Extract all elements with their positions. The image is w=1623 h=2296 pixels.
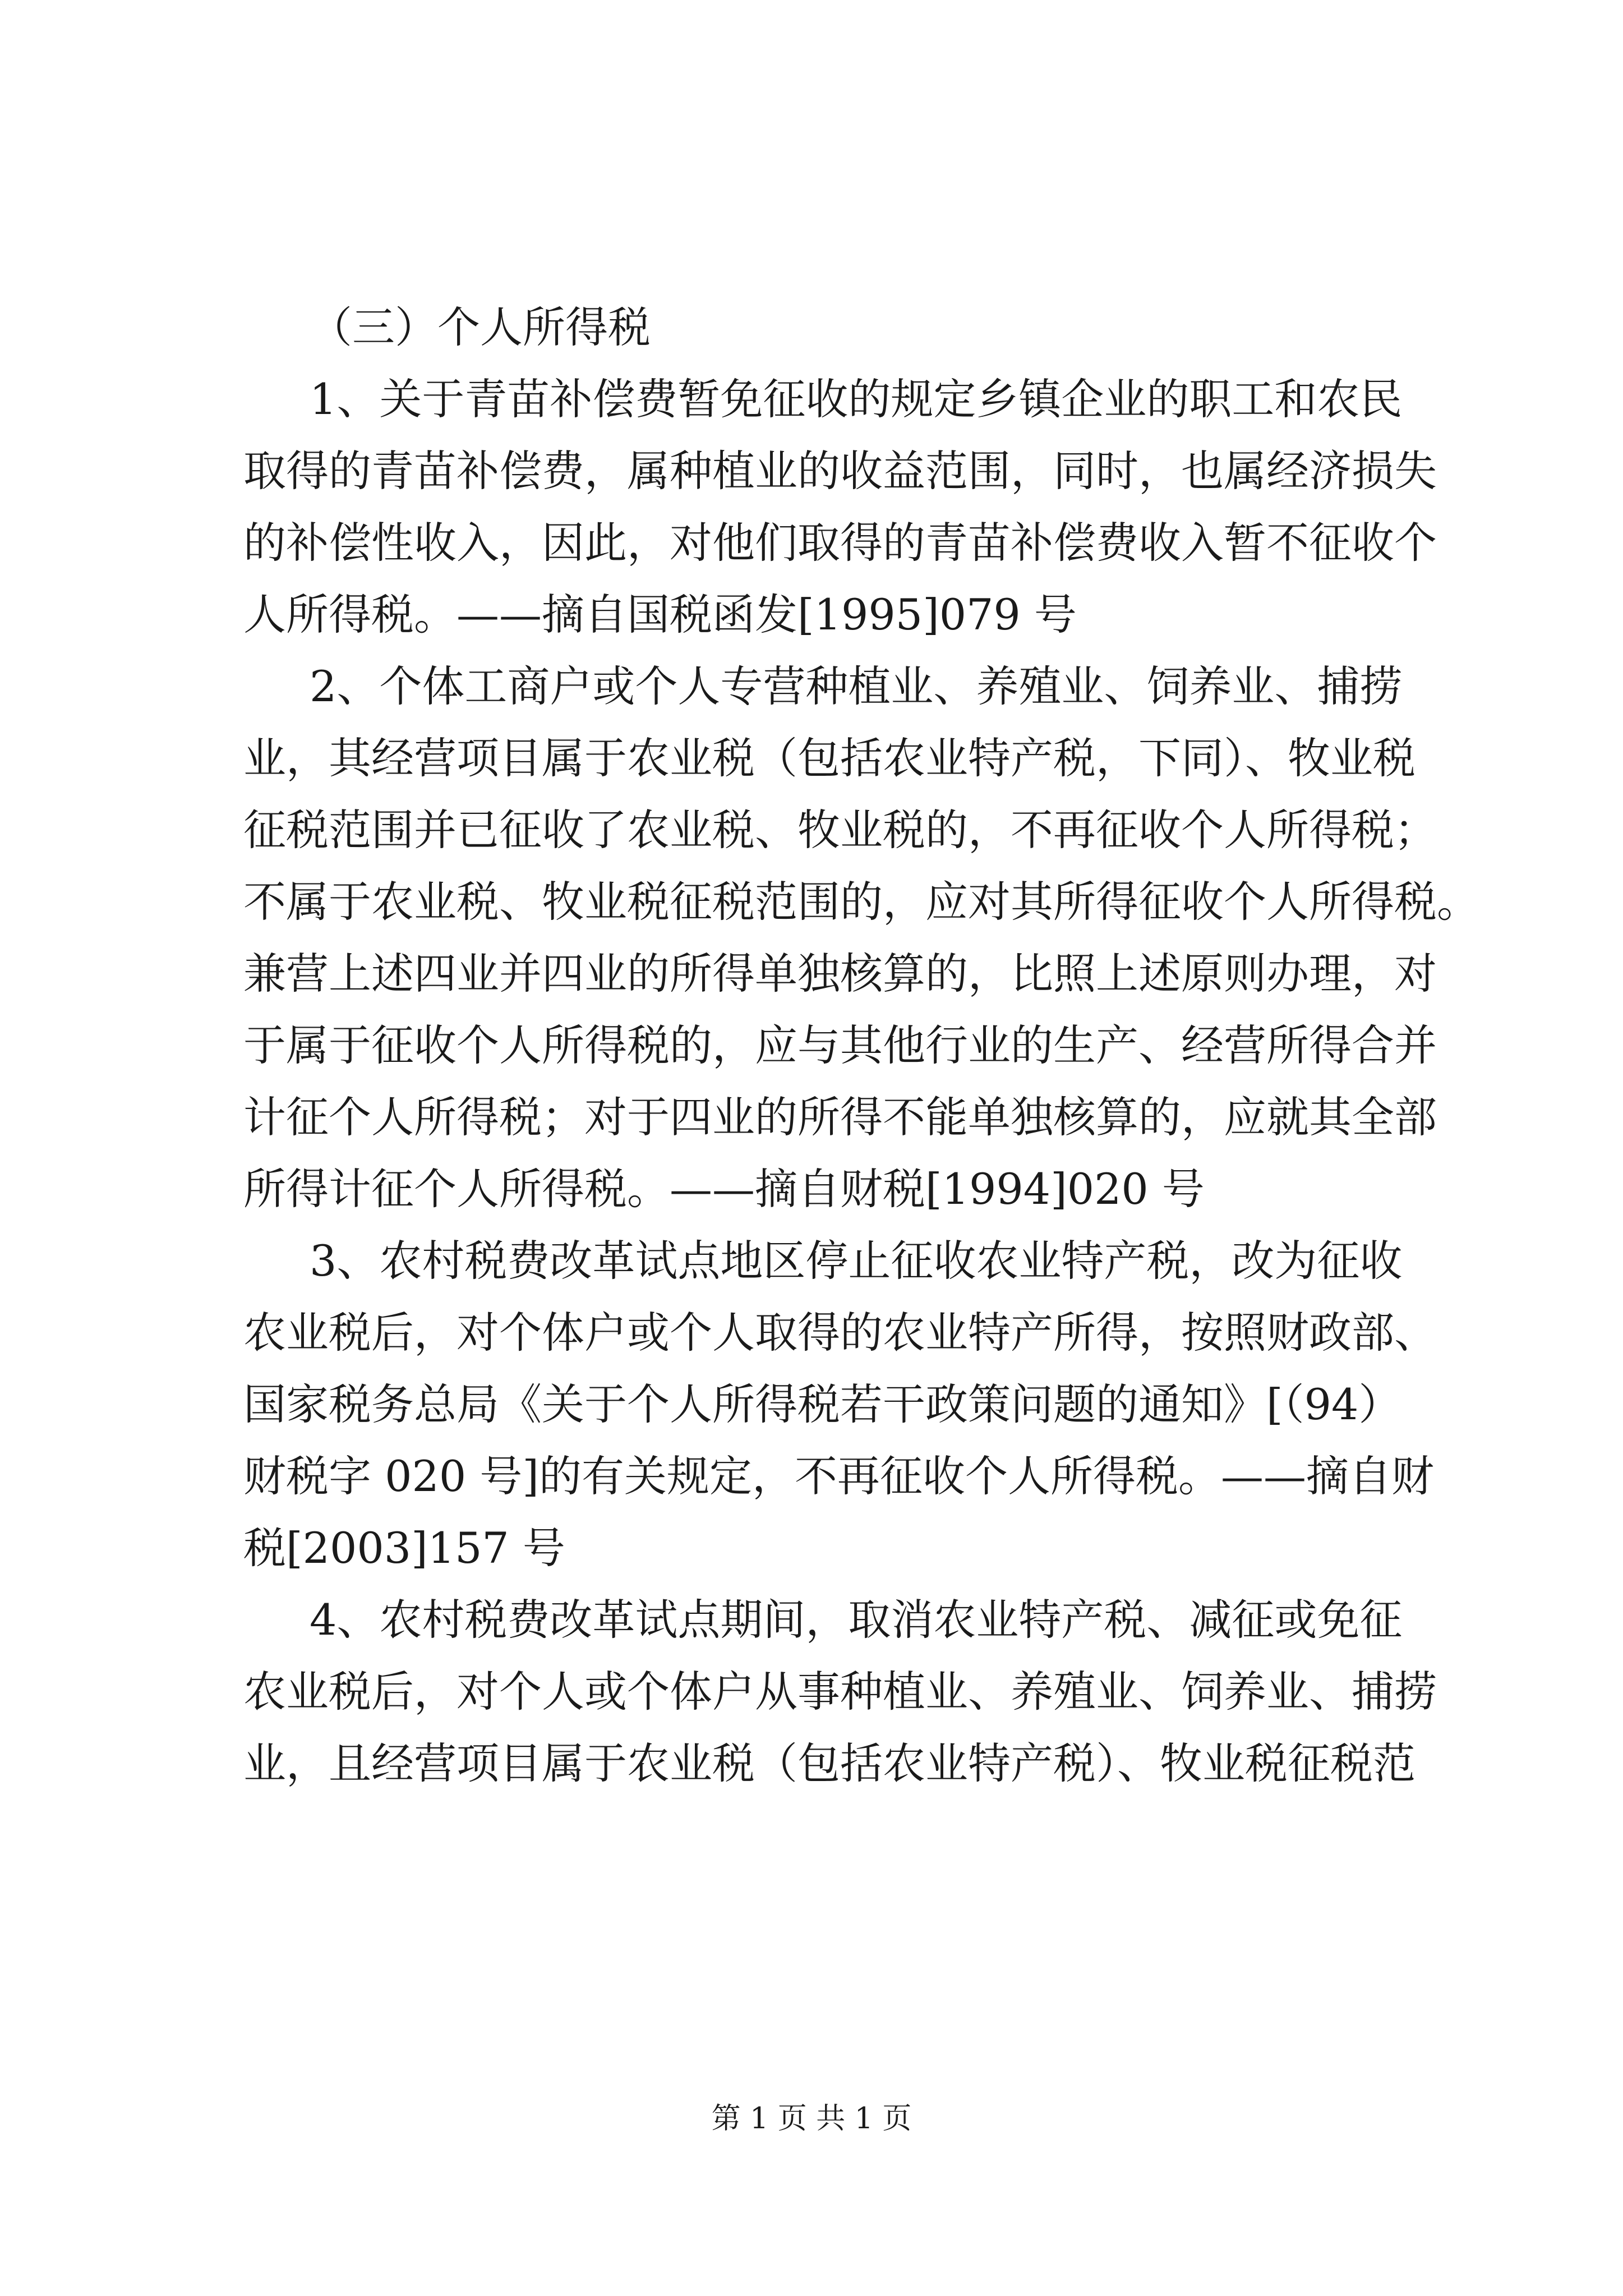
paragraph-line: 取得的青苗补偿费，属种植业的收益范围，同时，也属经济损失 — [243, 446, 1437, 496]
paragraph-line: 业，其经营项目属于农业税（包括农业特产税，下同）、牧业税 — [243, 733, 1415, 783]
paragraph-line: 人所得税。——摘自国税函发[1995]079 号 — [243, 590, 1077, 639]
paragraph-line: 财税字 020 号]的有关规定，不再征收个人所得税。——摘自财 — [243, 1451, 1435, 1501]
paragraph-2 — [243, 651, 1479, 1225]
paragraph-line: 农业税后，对个人或个体户从事种植业、养殖业、饲养业、捕捞 — [243, 1667, 1437, 1717]
paragraph-line: 税[2003]157 号 — [243, 1523, 565, 1573]
paragraph-1 — [243, 364, 1437, 651]
paragraph-line: 兼营上述四业并四业的所得单独核算的，比照上述原则办理，对 — [243, 949, 1437, 999]
document-body — [243, 292, 1479, 1800]
paragraph-line: 计征个人所得税；对于四业的所得不能单独核算的，应就其全部 — [243, 1092, 1437, 1142]
paragraph-3 — [243, 1225, 1437, 1584]
paragraph-4 — [243, 1584, 1437, 1800]
paragraph-line: 所得计征个人所得税。——摘自财税[1994]020 号 — [243, 1164, 1205, 1214]
paragraph-line: 2、个体工商户或个人专营种植业、养殖业、饲养业、捕捞 — [310, 661, 1403, 711]
paragraph-line: 不属于农业税、牧业税征税范围的，应对其所得征收个人所得税。 — [243, 877, 1479, 927]
paragraph-line: 1、关于青苗补偿费暂免征收的规定乡镇企业的职工和农民 — [310, 374, 1403, 424]
paragraph-line: 农业税后，对个体户或个人取得的农业特产所得，按照财政部、 — [243, 1308, 1437, 1358]
paragraph-line: 国家税务总局《关于个人所得税若干政策问题的通知》[（94） — [243, 1379, 1401, 1429]
section-heading: （三）个人所得税 — [310, 302, 651, 352]
paragraph-line: 征税范围并已征收了农业税、牧业税的，不再征收个人所得税； — [243, 805, 1437, 855]
paragraph-line: 的补偿性收入，因此，对他们取得的青苗补偿费收入暂不征收个 — [243, 518, 1437, 568]
paragraph-line: 于属于征收个人所得税的，应与其他行业的生产、经营所得合并 — [243, 1020, 1437, 1070]
paragraph-line: 3、农村税费改革试点地区停止征收农业特产税，改为征收 — [310, 1236, 1403, 1286]
page-number-footer: 第 1 页 共 1 页 — [711, 2102, 912, 2136]
paragraph-line: 业，且经营项目属于农业税（包括农业特产税）、牧业税征税范 — [243, 1738, 1415, 1788]
paragraph-line: 4、农村税费改革试点期间，取消农业特产税、减征或免征 — [310, 1595, 1403, 1645]
